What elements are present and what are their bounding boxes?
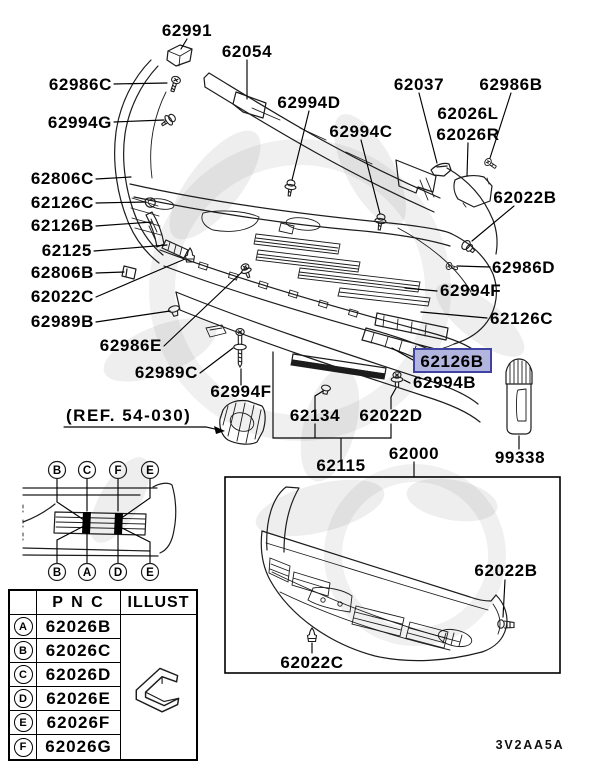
highlighted-part[interactable] [414, 349, 491, 372]
part-label-62986d: 62986D [492, 258, 556, 277]
part-label-62022c-left: 62022C [30, 287, 94, 306]
legend-letter: B [52, 465, 62, 477]
clip-62022b-right-icon [460, 239, 477, 255]
part-label-62989b: 62989B [30, 312, 94, 331]
part-label-62037: 62037 [393, 75, 445, 94]
sealant-bottle-art [506, 359, 532, 434]
part-label-62022b-box: 62022B [474, 561, 538, 580]
table-row-key [10, 735, 37, 759]
part-label-62994c: 62994C [329, 122, 393, 141]
part-label-62026r: 62026R [436, 125, 500, 144]
part-label-62126c-left: 62126C [30, 193, 94, 212]
circled-letter: F [14, 738, 33, 757]
left-fascia-panel-art [115, 60, 166, 263]
clip-62022c-box-icon [308, 628, 317, 642]
part-label-62126b-highlighted[interactable]: 62126B [420, 352, 484, 371]
part-label-62994g: 62994G [47, 113, 112, 132]
table-row-pnc: 62026D [37, 663, 121, 687]
part-label-62989c: 62989C [134, 363, 198, 382]
part-label-62986b: 62986B [479, 75, 543, 94]
part-label-62022d: 62022D [359, 406, 423, 425]
table-row-pnc: 62026C [37, 639, 121, 663]
table-row-pnc: 62026E [37, 687, 121, 711]
part-label-62994b: 62994B [413, 373, 477, 392]
table-row-key [10, 639, 37, 663]
screw-62986c-icon [168, 75, 181, 93]
circled-letter: C [14, 665, 33, 684]
illust-column-header: ILLUST [121, 591, 196, 615]
part-label-62115: 62115 [316, 456, 366, 475]
legend-markers-bottom [49, 564, 159, 581]
part-label-62126c-right: 62126C [490, 309, 554, 328]
table-row-key [10, 711, 37, 735]
clip-62991-art [167, 45, 192, 66]
part-label-62994f-bottom: 62994F [210, 382, 272, 401]
part-label-62994f-right: 62994F [440, 281, 502, 300]
part-label-62806c: 62806C [30, 169, 94, 188]
part-label-62125: 62125 [41, 241, 92, 260]
legend-letter: F [114, 465, 122, 477]
part-label-62026l: 62026L [437, 104, 499, 123]
part-label-62134: 62134 [289, 406, 341, 425]
pnc-column-header: P N C [37, 591, 121, 615]
part-label-62986c: 62986C [48, 75, 112, 94]
table-row-key [10, 615, 37, 639]
part-label-62991: 62991 [161, 21, 213, 40]
pnc-table-corner-cell [10, 591, 37, 615]
circled-letter: B [14, 641, 33, 660]
table-row-pnc: 62026B [37, 615, 121, 639]
part-label-62000: 62000 [388, 444, 440, 463]
table-row-key [10, 687, 37, 711]
part-label-62986e: 62986E [99, 336, 162, 355]
moulding-clip-illustration [128, 657, 190, 717]
legend-letter: C [82, 465, 92, 477]
pnc-table [8, 589, 198, 761]
legend-letter: B [52, 567, 62, 579]
table-row-pnc: 62026F [37, 711, 121, 735]
part-label-62126b-left: 62126B [30, 216, 94, 235]
table-row-pnc: 62026G [37, 735, 121, 759]
ref-note-label: (REF. 54-030) [66, 406, 192, 425]
bolt-62986e-icon [239, 262, 253, 279]
table-row-key [10, 663, 37, 687]
illust-cell [121, 615, 196, 759]
ref-arrow [64, 426, 225, 434]
circled-letter: A [14, 617, 33, 636]
part-label-62022b-right: 62022B [493, 188, 557, 207]
legend-letter: A [82, 567, 92, 579]
screw-62986b-icon [483, 157, 497, 170]
bolt-62994d-icon [284, 179, 297, 196]
part-label-62806b: 62806B [30, 263, 94, 282]
circled-letter: D [14, 689, 33, 708]
part-label-62994d: 62994D [277, 93, 341, 112]
drawing-code: 3V2AA5A [495, 738, 565, 752]
legend-letter: E [146, 465, 154, 477]
circled-letter: E [14, 713, 33, 732]
legend-letter: D [113, 567, 123, 579]
part-label-62054: 62054 [221, 42, 273, 61]
part-label-62022c-box: 62022C [280, 653, 344, 672]
legend-letter: E [146, 567, 154, 579]
part-label-99338: 99338 [494, 448, 546, 467]
